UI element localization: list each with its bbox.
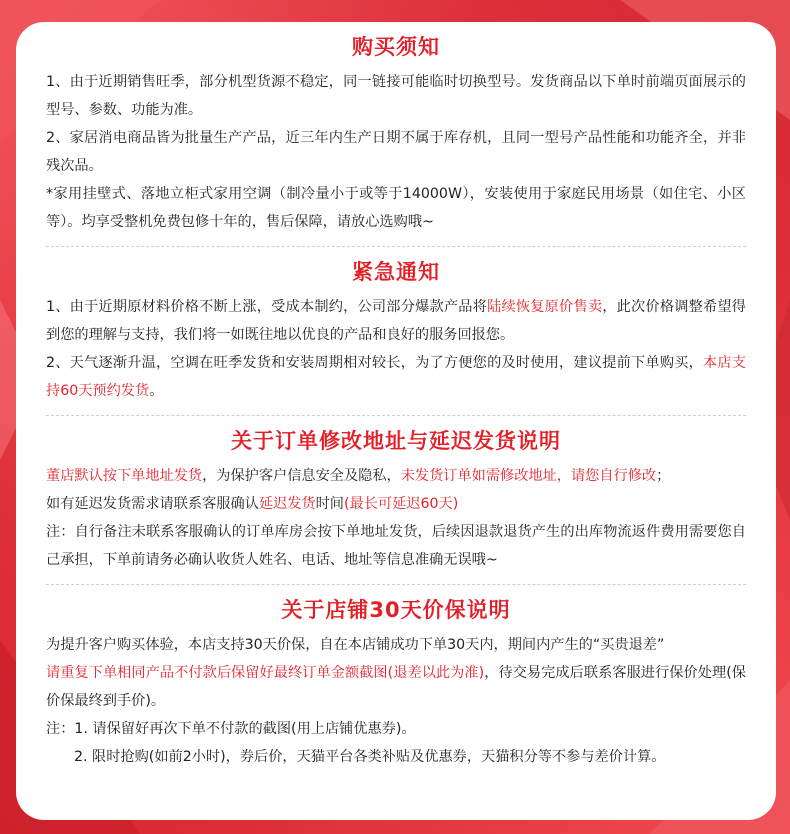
- highlight-text: 本店支持60天预约发货: [46, 355, 746, 399]
- price-protection-note-2: 2. 限时抢购(如前2小时)，券后价，天猫平台各类补贴及优惠券，天猫积分等不参与差价计算。: [74, 749, 666, 765]
- notice-card: [16, 22, 776, 820]
- section-address-delay: [46, 426, 746, 574]
- highlight-text: 陆续恢复原价售卖: [487, 299, 603, 315]
- section-title-price-protection: 关于店铺30天价保说明: [281, 598, 511, 622]
- urgent-notice-item-2: [46, 349, 746, 405]
- purchase-notice-item-3: *家用挂壁式、落地立柜式家用空调（制冷量小于或等于14000W），安装使用于家庭民用场景（如住宅、小区等）。均享受整机免费包修十年的，售后保障，请放心选购哦~: [46, 186, 746, 230]
- highlight-text: (最长可延迟60天): [343, 496, 459, 512]
- highlight-text: 请重复下单相同产品不付款后保留好最终订单金额截图(退差以此为准): [46, 665, 485, 681]
- purchase-notice-item-1: 1、由于近期销售旺季，部分机型货源不稳定，同一链接可能临时切换型号。发货商品以下单时前端页面展示的型号、参数、功能为准。: [46, 74, 746, 118]
- section-purchase-notice: [46, 32, 746, 236]
- address-delay-item-2: [46, 490, 746, 518]
- address-delay-note: 注：自行备注未联系客服确认的订单库房会按下单地址发货，后续因退款退货产生的出库物流返件费用需要您自己承担，下单前请务必确认收货人姓名、电话、地址等信息准确无误哦~: [46, 524, 746, 568]
- text: ，为保护客户信息安全及隐私，: [202, 468, 401, 484]
- address-delay-item-1: [46, 462, 746, 490]
- price-protection-item-2: [46, 659, 746, 715]
- purchase-notice-item-2: 2、家居消电商品皆为批量生产产品，近三年内生产日期不属于库存机，且同一型号产品性能和功能齐全，并非残次品。: [46, 130, 746, 174]
- highlight-text: 延迟发货: [258, 496, 316, 512]
- highlight-text: 董店默认按下单地址发货: [46, 468, 203, 484]
- section-price-protection: [46, 595, 746, 771]
- text: 1、由于近期原材料价格不断上涨，受成本制约，公司部分爆款产品将: [46, 299, 488, 315]
- text: ；: [656, 468, 671, 484]
- highlight-text: 未发货订单如需修改地址，请您自行修改: [400, 468, 657, 484]
- text: 2、天气逐渐升温，空调在旺季发货和安装周期相对较长，为了方便您的及时使用，建议提前下单购买，: [46, 355, 704, 371]
- divider: [46, 246, 746, 247]
- divider: [46, 584, 746, 585]
- section-title-urgent-notice: 紧急通知: [352, 260, 440, 284]
- divider: [46, 415, 746, 416]
- section-title-address-delay: 关于订单修改地址与延迟发货说明: [231, 429, 561, 453]
- price-protection-item-1: 为提升客户购买体验，本店支持30天价保，自在本店铺成功下单30天内，期间内产生的“买贵退差”: [46, 637, 665, 653]
- text: 。: [149, 383, 164, 399]
- text: ，待交易完成后联系客服进行保价处理(保价保最终到手价)。: [46, 665, 746, 709]
- price-protection-note-1: 注：1. 请保留好再次下单不付款的截图(用上店铺优惠券)。: [46, 721, 416, 737]
- section-urgent-notice: [46, 257, 746, 405]
- text: 如有延迟发货需求请联系客服确认: [46, 496, 259, 512]
- text: 时间: [315, 496, 344, 512]
- section-title-purchase-notice: 购买须知: [352, 35, 440, 59]
- urgent-notice-item-1: [46, 293, 746, 349]
- text: ，此次价格调整希望得到您的理解与支持，我们将一如既往地以优良的产品和良好的服务回报您。: [46, 299, 746, 343]
